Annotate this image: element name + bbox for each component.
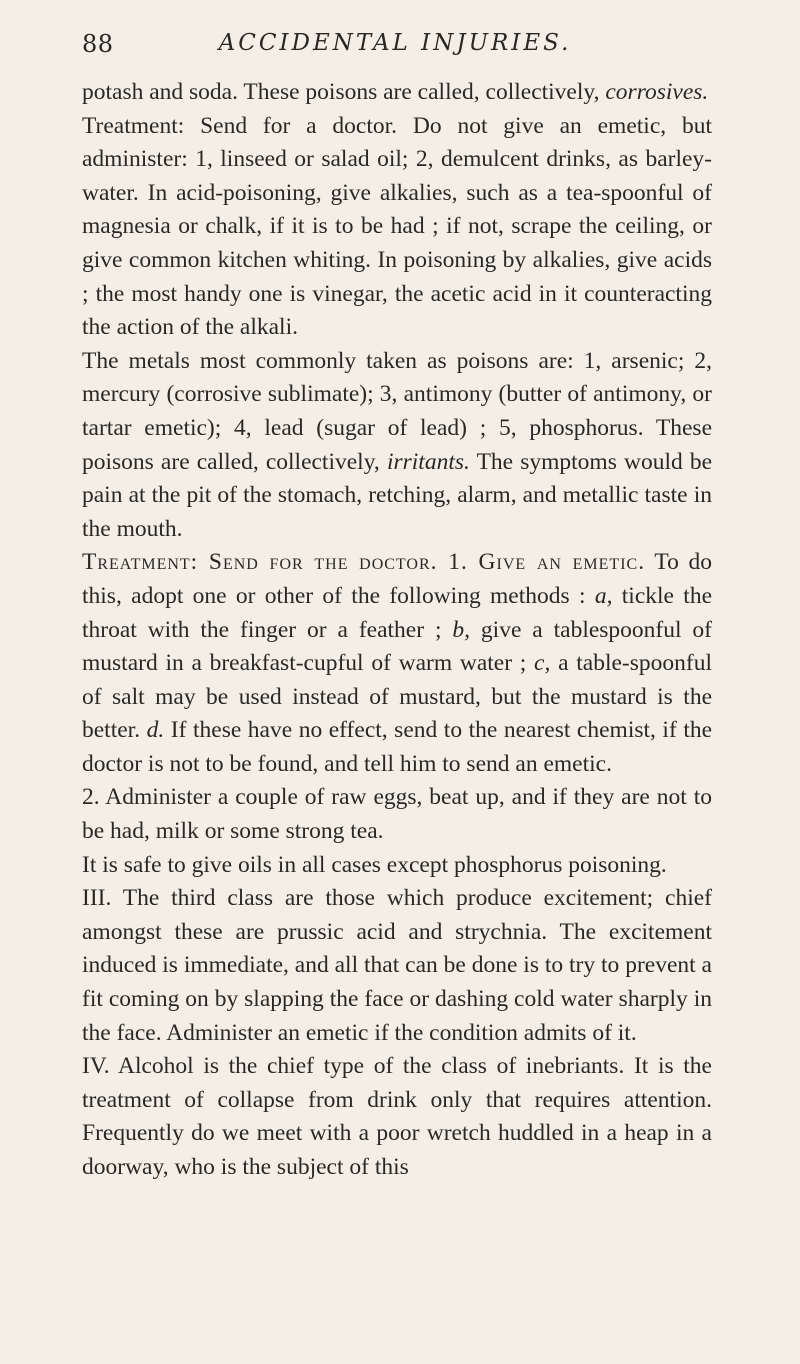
paragraph-8 — [82, 1050, 712, 1184]
paragraph-1 — [82, 76, 712, 110]
running-head — [82, 14, 708, 62]
irritants-term: irritants. — [386, 448, 470, 475]
paragraph-2-text: Treatment: Send for a doctor. Do not give an emetic, but administer: 1, linseed or salad oil; 2, demulcent drinks, as barley-water. In acid-poisoning, give alkalies, such as a tea-spoonful of magnesia or chalk, if it is to be had ; if not, scrape the ceiling, or give common kitchen whiting. In poisoning by alkalies, give acids ; the most handy one is vinegar, the acetic acid in it counteracting the action of the alkali. — [82, 112, 712, 341]
paragraph-4-text-a: To do this, adopt one or other of the following methods : — [82, 549, 713, 609]
running-title: ACCIDENTAL INJURIES. — [218, 30, 572, 56]
body-text — [82, 76, 712, 1185]
paragraph-4-text-c: give a tablespoonful of mustard in a breakfast-cupful of warm water ; — [82, 616, 713, 677]
paragraph-4-text-b: tickle the throat with the finger or a feather ; — [82, 582, 713, 643]
paragraph-5 — [82, 781, 712, 848]
paragraph-1-text: potash and soda. These poisons are called, collectively, — [82, 79, 600, 105]
paragraph-3-text-b: The symptoms would be pain at the pit of the stomach, retching, alarm, and metallic taste in the mouth. — [82, 448, 713, 542]
page-number: 88 — [82, 30, 114, 58]
paragraph-7 — [82, 882, 712, 1050]
paragraph-2 — [82, 110, 712, 345]
paragraph-4 — [82, 546, 712, 781]
paragraph-3 — [82, 345, 712, 547]
method-a-label: a, — [594, 582, 613, 609]
paragraph-5-text: 2. Administer a couple of raw eggs, beat up, and if they are not to be had, milk or some strong tea. — [82, 784, 712, 845]
paragraph-7-text: III. The third class are those which produce excitement; chief amongst these are prussic acid and strychnia. The excitement induced is immediate, and all that can be done is to try to prevent a fit coming on by slapping the face or dashing cold water sharply in the face. Administer an emetic if the condition admits of it. — [82, 885, 712, 1046]
paragraph-6 — [82, 849, 712, 883]
paragraph-6-text: It is safe to give oils in all cases except phosphorus poisoning. — [82, 851, 667, 878]
treatment-heading: Treatment: Send for the doctor. 1. Give an emetic. — [82, 549, 646, 576]
paragraph-8-text: IV. Alcohol is the chief type of the class of inebriants. It is the treatment of collapse from drink only that requires attention. Frequently do we meet with a poor wretch huddled in a heap in a doorway, who is the subject of this — [82, 1053, 712, 1180]
paragraph-4-text-e: If these have no effect, send to the nearest chemist, if the doctor is not to be found, and tell him to send an emetic. — [82, 717, 713, 777]
paragraph-3-text-a: The metals most commonly taken as poisons are: 1, arsenic; 2, mercury (corrosive sublimate); 3, antimony (butter of antimony, or tartar emetic); 4, lead (sugar of lead) ; 5, phosphorus. These poisons are called, collectively, — [82, 347, 712, 475]
method-b-label: b, — [452, 616, 471, 643]
method-c-label: c, — [534, 650, 551, 677]
corrosives-term: corrosives. — [605, 79, 709, 105]
paragraph-4-text-d: a table-spoonful of salt may be used instead of mustard, but the mustard is the better. — [82, 650, 712, 744]
method-d-label: d. — [146, 717, 165, 744]
